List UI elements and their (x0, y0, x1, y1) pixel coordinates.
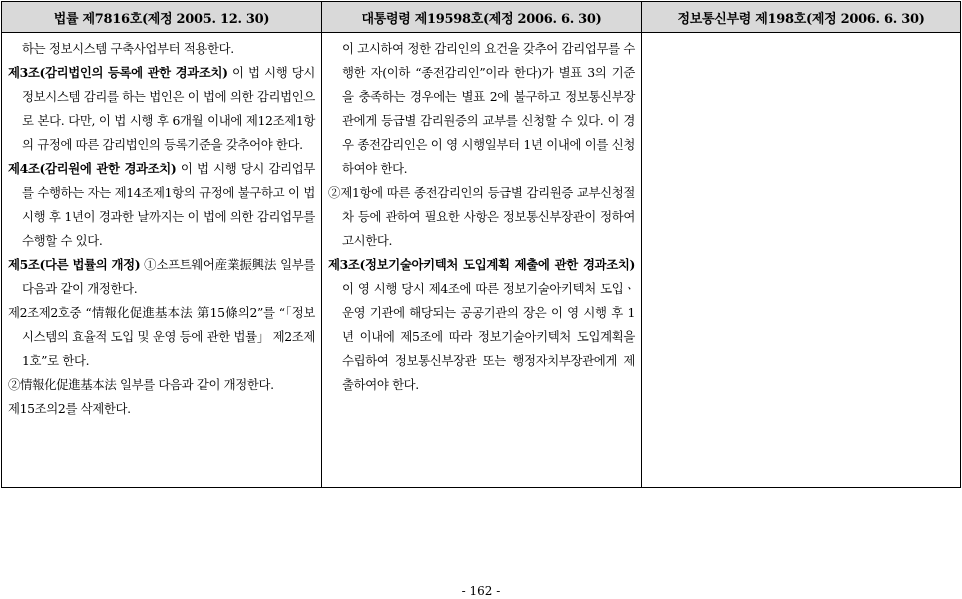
article-paragraph (328, 253, 635, 397)
article-heading: 제3조(감리법인의 등록에 관한 경과조치) (8, 65, 228, 80)
column-cell-law (2, 33, 322, 488)
article-text: ①소프트웨어産業振興法 일부를 다음과 같이 개정한다. (22, 257, 315, 296)
article-paragraph (8, 397, 315, 421)
article-text: ②제1항에 따른 종전감리인의 등급별 감리원증 교부신청절차 등에 관하여 필요한 사항은 정보통신부장관이 정하여 고시한다. (328, 185, 635, 248)
article-paragraph (8, 253, 315, 301)
page-number: - 162 - (461, 584, 501, 598)
article-paragraph (8, 61, 315, 157)
article-text: 이 법 시행 당시 감리업무를 수행하는 자는 제14조제1항의 규정에 불구하고 이 법 시행 후 1년이 경과한 날까지는 이 법에 의한 감리업무를 수행할 수 있다. (22, 161, 316, 248)
article-paragraph (328, 181, 635, 253)
column-header-ministry-rule: 정보통신부령 제198호(제정 2006. 6. 30) (642, 2, 961, 33)
article-paragraph (8, 373, 315, 397)
table-body-row (2, 33, 961, 488)
article-text: 하는 정보시스템 구축사업부터 적용한다. (22, 41, 234, 56)
article-text: 제15조의2를 삭제한다. (8, 401, 131, 416)
article-heading: 제3조(정보기술아키텍처 도입계획 제출에 관한 경과조치) (328, 257, 635, 272)
article-text: ②情報化促進基本法 일부를 다음과 같이 개정한다. (8, 377, 274, 392)
column-header-law: 법률 제7816호(제정 2005. 12. 30) (2, 2, 322, 33)
article-paragraph (8, 301, 315, 373)
table-header-row (2, 2, 961, 33)
law-comparison-table (1, 1, 961, 488)
article-text: 이 영 시행 당시 제4조에 따른 정보기술아키텍처 도입ㆍ운영 기관에 해당되는 공공기관의 장은 이 영 시행 후 1년 이내에 제5조에 따라 정보기술아키텍처 도입계획을 수립하여 정보통신부장관 또는 행정자치부장관에게 제출하여야 한다. (342, 281, 635, 392)
article-paragraph (8, 37, 315, 61)
article-heading: 제4조(감리원에 관한 경과조치) (8, 161, 177, 176)
column-cell-ministry-rule (642, 33, 961, 488)
article-paragraph (8, 157, 315, 253)
column-header-decree: 대통령령 제19598호(제정 2006. 6. 30) (322, 2, 642, 33)
article-text: 제2조제2호중 “情報化促進基本法 第15條의2”를 “「정보시스템의 효율적 도입 및 운영 등에 관한 법률」 제2조제1호”로 한다. (8, 305, 315, 368)
column-cell-decree (322, 33, 642, 488)
article-text: 이 고시하여 정한 감리인의 요건을 갖추어 감리업무를 수행한 자(이하 “종전감리인”이라 한다)가 별표 3의 기준을 충족하는 경우에는 별표 2에 불구하고 정보통신부장관에게 등급별 감리원증의 교부를 신청할 수 있다. 이 경우 종전감리인은 이 영 시행일부터 1년 이내에 이를 신청하여야 한다. (342, 41, 635, 176)
article-text: 이 법 시행 당시 정보시스템 감리를 하는 법인은 이 법에 의한 감리법인으로 본다. 다만, 이 법 시행 후 6개월 이내에 제12조제1항의 규정에 따른 감리법인의 등록기준을 갖추어야 한다. (22, 65, 315, 152)
article-heading: 제5조(다른 법률의 개정) (8, 257, 141, 272)
article-paragraph (328, 37, 635, 181)
